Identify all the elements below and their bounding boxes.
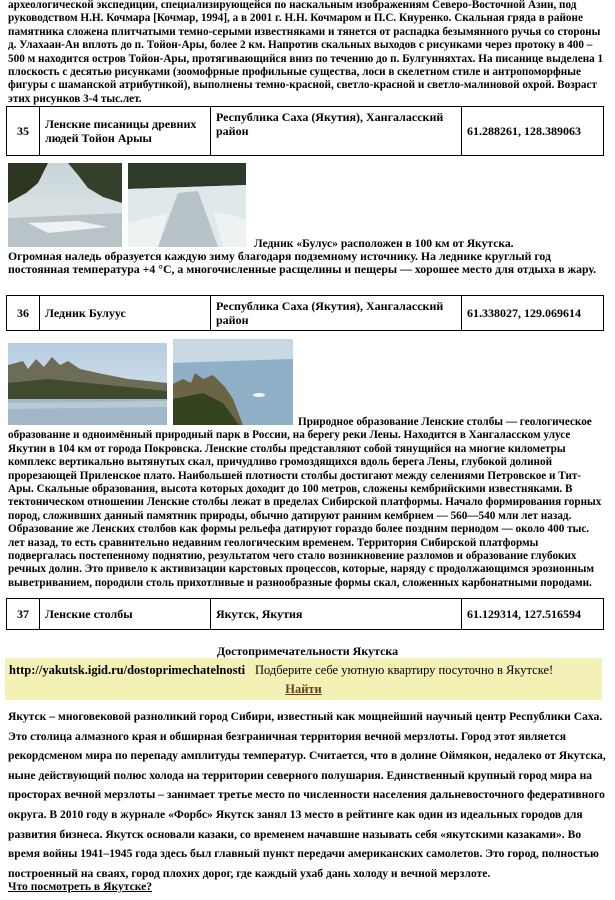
row-name: Ледник Булуус — [40, 296, 211, 331]
table-row — [6, 295, 604, 331]
pillars-text: Природное образование Ленские столбы — геологическое образование и одноимённый природный парк в России, на берегу реки Лены. Находится в Хангаласском улусе Якутии в 104 км от города Покровска. Ленские столбы представляют собой тянущийся на многие километры комплекс вертикально вытянутых скал, причудливо громоздящихся вдоль берега Лены, глубокой долиной прорезающей Приленское плато. Наибольшей плотности столбы достигают между селениями Петровское и Тит-Ары. Скальные образования, высота которых доходит до 100 метров, сложены кембрийскими известняками. В тектоническом отношении Ленские столбы лежат в пределах Сибирской платформы. Начало формирования горных пород, сложивших данный памятник природы, обычно датируют ранним кембрием — 560—540 млн лет назад. Образование же Ленских столбов как формы рельефа датируют гораздо более поздним периодом — около 400 тыс. лет назад, то есть сравнительно недавним геологическим временем. Территория Сибирской платформы подвергалась постепенному поднятию, результатом чего стало возникновение разломов и образование глубоких речных долин. Это привело к активизации карстовых процессов, которые, наряду с продолжающимся эрозионным выветриванием, породили столь прихотливые и разнообразные формы скал, сложенных карбонатными породами. — [8, 416, 602, 589]
yakutsk-text: Якутск – многовековой разноликий город Сибири, известный как мощнейший научный центр Республики Саха. Это столица алмазного края и обширная безграничная территория вечной мерзлоты. Город этот является рекордсменом мира по перепаду амплитуды температур. Считается, что в долине Оймякон, недалеко от Якутска, ныне действующий полюс холода на территории северного полушария. Единственный крупный город мира на просторах вечной мерзлоты – занимает третье место по численности населения дальневосточного федеративного округа. В 2010 году в журнале «Форбс» Якутск занял 13 место в рейтинге как один из идеальных городов для развития бизнеса. Якутск основали казаки, со временем начавшие называть себя «якутскими казаками». Во время войны 1941–1945 года здесь был главный пункт передачи американских самолетов. Это город, полностью построенный на сваях, город плохих дорог, где каждый ухаб дань холоду и вечной мерзлоте. — [8, 710, 606, 880]
what-to-see-link[interactable]: Что посмотреть в Якутске? — [8, 880, 153, 893]
row-region: Якутск, Якутия — [211, 599, 462, 630]
row-region: Республика Саха (Якутия), Хангаласский район — [211, 107, 462, 156]
table-row — [6, 106, 604, 156]
row-name: Ленские писаницы древних людей Тойон Арыы — [40, 107, 211, 156]
find-button[interactable]: Найти — [285, 682, 322, 696]
pillars-photo-2 — [173, 339, 293, 425]
row-number: 36 — [7, 296, 40, 331]
intro-paragraph: археологической экспедиции, специализирующейся по наскальным изображениям Северо-Восточной Азии, под руководством Н.Н. Кочмара [Кочмар, 1994], а в 2001 г. Н.Н. Кочмаром и П.С. Кнуренко. Скальная гряда в районе памятника сложена плитчатыми темно-серыми известняками и тянется от распадка безымянного ручья со стороны д. Улахаан-Ан вплоть до п. Тойон-Ары, более 2 км. Напротив скальных выходов с рисунками через протоку в 400 – 500 м находится остров Тойон-Ары, протягивающийся вниз по течению до п. Булгунняхтах. На писанице выделена 1 плоскость с десятью рисунками (зоомофрные профильные существа, лоси в скелетном стиле и антропоморфные фигуры с шаманской атрибутикой), выполнены темно-красной, светло-красной и светло-малиновой охрой. Возраст этих рисунков 3-4 тыс.лет. — [8, 0, 604, 105]
ad-url-link[interactable]: http://yakutsk.igid.ru/dostoprimechatelnosti — [9, 663, 246, 677]
row-name: Ленские столбы — [40, 599, 211, 630]
row-number: 35 — [7, 107, 40, 156]
section-title: Достопримечательности Якутска — [216, 644, 399, 658]
ad-text: Подберите себе уютную квартиру посуточно в Якутске! — [255, 663, 554, 677]
row-number: 37 — [7, 599, 40, 630]
row-region: Республика Саха (Якутия), Хангаласский район — [211, 296, 462, 331]
pillars-photo-1 — [8, 343, 167, 425]
ad-banner — [5, 658, 602, 700]
row-coords: 61.288261, 128.389063 — [462, 107, 604, 156]
table-row — [6, 598, 604, 630]
row-coords: 61.338027, 129.069614 — [462, 296, 604, 331]
buluus-photo-2 — [128, 163, 246, 247]
row-coords: 61.129314, 127.516594 — [462, 599, 604, 630]
buluus-caption: Ледник «Булус» расположен в 100 км от Якутска. — [254, 237, 514, 250]
buluus-photo-1 — [8, 163, 122, 247]
buluus-text: Огромная наледь образуется каждую зиму благодаря подземному источнику. На леднике круглый год постоянная температура +4 °C, а многочисленные расщелины и пещеры — хорошее место для отдыха в жару. — [8, 249, 597, 277]
